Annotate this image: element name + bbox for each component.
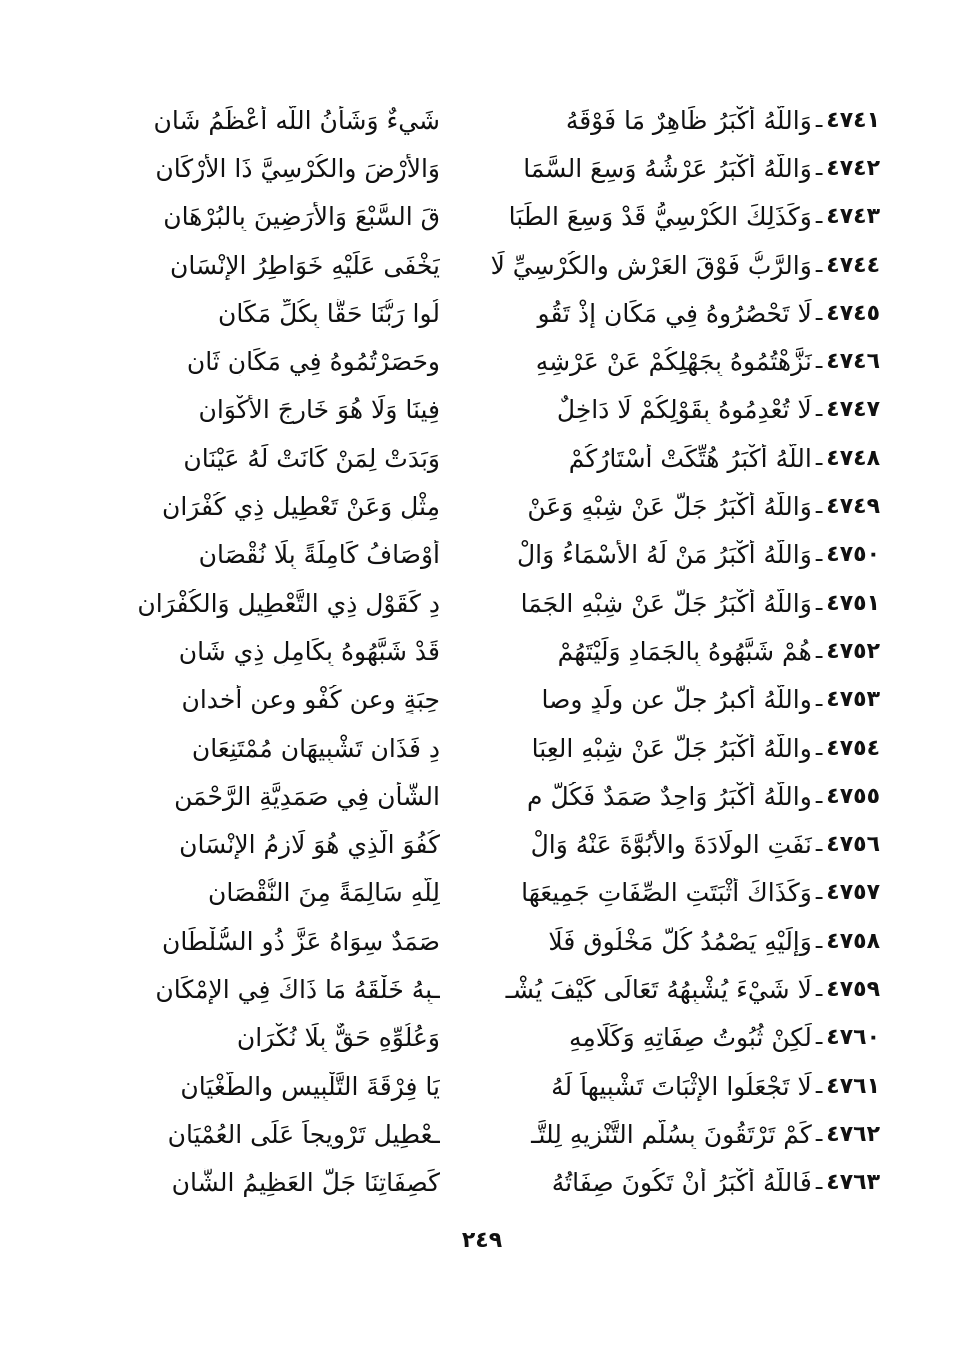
hemistich-second: كَصِفَاتِنَا جَلَّ العَظِيمُ الشَّانِ bbox=[171, 1168, 440, 1198]
verse-row bbox=[80, 337, 880, 385]
verse-second-half bbox=[80, 878, 440, 907]
verse-first-half bbox=[485, 492, 880, 521]
hemistich-second: أَوْصَافُ كَامِلَةً بِلَا نُقْصَانِ bbox=[198, 540, 440, 570]
hemistich-first: لَكِنْ ثُبُوتُ صِفَاتِهِ وَكَلَامِهِ bbox=[569, 1023, 812, 1053]
verse-row bbox=[80, 241, 880, 289]
hemistich-first: وَاللَّهُ أَكْبَرُ عَرْشُهُ وَسِعَ السَّمَا bbox=[523, 153, 812, 183]
verse-row bbox=[80, 434, 880, 482]
verse-second-half bbox=[80, 299, 440, 328]
hemistich-second: حِبَةٍ وعن كُفْوٍ وعن أخدانِ bbox=[181, 685, 440, 715]
verse-first-half bbox=[485, 1023, 880, 1052]
verse-row bbox=[80, 1014, 880, 1062]
hemistich-second: قَ السَّبْعَ وَالأَرَضِينَ بِالبُرْهَانِ bbox=[163, 202, 440, 232]
verse-first-half bbox=[485, 927, 880, 956]
verse-row bbox=[80, 1062, 880, 1110]
verse-dash: ـ bbox=[815, 1025, 823, 1051]
verse-dash: ـ bbox=[815, 542, 823, 568]
verse-first-half bbox=[485, 154, 880, 183]
hemistich-first: هُمْ شَبَّهُوهُ بِالجَمَادِ وَلَيْتَهُمْ bbox=[557, 636, 812, 666]
verse-number: ٤٧٥٩ bbox=[826, 976, 880, 1002]
verse-first-half bbox=[485, 782, 880, 811]
verse-dash: ـ bbox=[815, 1121, 823, 1147]
verse-second-half bbox=[80, 975, 440, 1004]
verse-number: ٤٧٤٧ bbox=[826, 397, 880, 423]
hemistich-second: يَخْفَى عَلَيْهِ خَوَاطِرُ الإِنْسَانِ bbox=[169, 250, 440, 280]
verse-second-half bbox=[80, 1023, 440, 1052]
hemistich-first: واللَّهُ أكبرُ جلَّ عن ولَدٍ وصا bbox=[541, 685, 812, 715]
verse-list bbox=[80, 96, 880, 1207]
hemistich-second: شَيءٌ وَشَأْنُ اللَّه أَعْظَمُ شَانِ bbox=[153, 105, 440, 135]
hemistich-first: اللَّهُ أَكْبَرُ هُتِّكَتْ أَسْتَارُكُمْ bbox=[568, 443, 812, 473]
verse-second-half bbox=[80, 685, 440, 714]
hemistich-first: وَالرَّبُّ فَوْقَ العَرْشِ والكُرْسِيِّ لَا bbox=[490, 250, 812, 280]
verse-first-half bbox=[485, 685, 880, 714]
verse-first-half bbox=[485, 106, 880, 135]
verse-row bbox=[80, 820, 880, 868]
verse-first-half bbox=[485, 202, 880, 231]
hemistich-first: لَا تَحْصُرُوهُ فِي مَكَانٍ إِذْ تَقُو bbox=[537, 298, 812, 328]
verse-second-half bbox=[80, 1120, 440, 1149]
verse-row bbox=[80, 772, 880, 820]
verse-dash: ـ bbox=[815, 687, 823, 713]
verse-number: ٤٧٥١ bbox=[826, 590, 880, 616]
hemistich-second: دِ كَقَوْلِ ذِي التَّعْطِيلِ وَالكُفْرَانِ bbox=[137, 588, 440, 618]
verse-dash: ـ bbox=[815, 928, 823, 954]
hemistich-first: فَاللَّهُ أَكْبَرُ أَنْ تَكُونَ صِفَاتُهُ bbox=[551, 1168, 812, 1198]
verse-number: ٤٧٤٤ bbox=[826, 252, 880, 278]
verse-number: ٤٧٤٦ bbox=[826, 349, 880, 375]
verse-row bbox=[80, 579, 880, 627]
verse-first-half bbox=[485, 444, 880, 473]
verse-second-half bbox=[80, 830, 440, 859]
verse-first-half bbox=[485, 734, 880, 763]
verse-dash: ـ bbox=[815, 638, 823, 664]
hemistich-second: قَدْ شَبَّهُوهُ بِكَامِلٍ ذِي شَانِ bbox=[178, 636, 440, 666]
hemistich-first: واللَّهُ أَكْبَرُ وَاحِدٌ صَمَدٌ فَكُلُّ م bbox=[527, 781, 812, 811]
hemistich-second: كُفُوَ الَّذِي هُوَ لَازِمُ الإِنْسَانِ bbox=[179, 830, 440, 860]
verse-number: ٤٧٥٥ bbox=[826, 783, 880, 809]
verse-number: ٤٧٥٨ bbox=[826, 928, 880, 954]
verse-dash: ـ bbox=[815, 976, 823, 1002]
hemistich-first: وَإِلَيْهِ يَصْمُدُ كُلُّ مَخْلُوقٍ فَلَا bbox=[548, 926, 812, 956]
verse-dash: ـ bbox=[815, 1170, 823, 1196]
hemistich-first: واللَّهُ أَكْبَرُ جَلَّ عَنْ شِبْهِ العِبَا bbox=[531, 733, 812, 763]
verse-row bbox=[80, 193, 880, 241]
hemistich-second: لُوا رَبُّنَا حَقًّا بِكُلِّ مَكَانِ bbox=[217, 298, 440, 328]
verse-second-half bbox=[80, 395, 440, 424]
verse-number: ٤٧٤٥ bbox=[826, 300, 880, 326]
verse-second-half bbox=[80, 782, 440, 811]
verse-number: ٤٧٤٨ bbox=[826, 445, 880, 471]
verse-row bbox=[80, 917, 880, 965]
verse-second-half bbox=[80, 1072, 440, 1101]
verse-row bbox=[80, 531, 880, 579]
hemistich-second: صَمَدٌ سِوَاهُ عَزَّ ذُو السُّلْطَانِ bbox=[161, 926, 440, 956]
verse-dash: ـ bbox=[815, 204, 823, 230]
hemistich-second: الشَّأنِ فِي صَمَدِيَّةِ الرَّحْمَنِ bbox=[174, 781, 440, 811]
verse-dash: ـ bbox=[815, 107, 823, 133]
hemistich-second: مِثْلٍ وَعَنْ تَعْطِيلِ ذِي كُفْرَانِ bbox=[161, 492, 440, 522]
hemistich-first: كَمْ تَرْتَقُونَ بِسُلَّمِ التَّنْزِيهِ لِلتَّـ bbox=[531, 1119, 812, 1149]
verse-second-half bbox=[80, 637, 440, 666]
verse-dash: ـ bbox=[815, 590, 823, 616]
verse-dash: ـ bbox=[815, 155, 823, 181]
verse-first-half bbox=[485, 878, 880, 907]
verse-row bbox=[80, 1159, 880, 1207]
verse-first-half bbox=[485, 1072, 880, 1101]
hemistich-first: لَا شَيْءَ يُشْبِهُهُ تَعَالَى كَيْفَ يُشْـ bbox=[505, 974, 812, 1004]
verse-number: ٤٧٤٣ bbox=[826, 204, 880, 230]
verse-dash: ـ bbox=[815, 832, 823, 858]
verse-number: ٤٧٥٦ bbox=[826, 832, 880, 858]
hemistich-second: فِينَا وَلَا هُوَ خَارِجَ الأَكْوَانِ bbox=[198, 395, 440, 425]
verse-dash: ـ bbox=[815, 252, 823, 278]
verse-dash: ـ bbox=[815, 349, 823, 375]
hemistich-first: لَا تُعْدِمُوهُ بِقَوْلِكُمْ لَا دَاخِلٌ bbox=[556, 395, 812, 425]
verse-number: ٤٧٥٢ bbox=[826, 638, 880, 664]
verse-first-half bbox=[485, 251, 880, 280]
verse-dash: ـ bbox=[815, 445, 823, 471]
hemistich-second: ـعْطِيلِ تَرْوِيجاً عَلَى العُمْيَانِ bbox=[167, 1119, 440, 1149]
verse-first-half bbox=[485, 299, 880, 328]
verse-number: ٤٧٦٠ bbox=[826, 1025, 880, 1051]
hemistich-first: وَكَذَلِكَ الكُرْسِيُّ قَدْ وَسِعَ الطِّبَا bbox=[508, 202, 812, 232]
page-number: ٢٤٩ bbox=[461, 1228, 503, 1253]
hemistich-second: وحَصَرْتُمُوهُ فِي مَكَانٍ ثَانِ bbox=[186, 347, 440, 377]
verse-second-half bbox=[80, 1168, 440, 1197]
verse-number: ٤٧٥٠ bbox=[826, 542, 880, 568]
verse-number: ٤٧٤٢ bbox=[826, 155, 880, 181]
verse-row bbox=[80, 724, 880, 772]
verse-row bbox=[80, 96, 880, 144]
verse-dash: ـ bbox=[815, 397, 823, 423]
hemistich-first: نَزَّهْتُمُوهُ بِجَهْلِكُمْ عَنْ عَرْشِهِ bbox=[535, 347, 812, 377]
verse-second-half bbox=[80, 106, 440, 135]
hemistich-second: ـبِهُ خَلْقَهُ مَا ذَاكَ فِي الإِمْكَانِ bbox=[155, 974, 440, 1004]
hemistich-first: وَاللَّهُ أَكْبَرُ ظَاهِرٌ مَا فَوْقَهُ bbox=[565, 105, 812, 135]
verse-second-half bbox=[80, 927, 440, 956]
hemistich-second: وَعُلُوِّهِ حَقٌّ بِلَا نُكْرَانِ bbox=[236, 1023, 440, 1053]
verse-dash: ـ bbox=[815, 880, 823, 906]
hemistich-second: لِلَّهِ سَالِمَةً مِنَ النُّقْصَانِ bbox=[207, 878, 440, 908]
verse-first-half bbox=[485, 347, 880, 376]
verse-second-half bbox=[80, 347, 440, 376]
verse-number: ٤٧٦١ bbox=[826, 1073, 880, 1099]
verse-row bbox=[80, 869, 880, 917]
verse-row bbox=[80, 965, 880, 1013]
verse-row bbox=[80, 482, 880, 530]
verse-number: ٤٧٦٢ bbox=[826, 1121, 880, 1147]
hemistich-first: وَاللَّهُ أَكْبَرُ جَلَّ عَنْ شِبْهِ الجَمَا bbox=[520, 588, 812, 618]
verse-second-half bbox=[80, 202, 440, 231]
verse-first-half bbox=[485, 830, 880, 859]
verse-number: ٤٧٦٣ bbox=[826, 1170, 880, 1196]
verse-first-half bbox=[485, 637, 880, 666]
verse-dash: ـ bbox=[815, 735, 823, 761]
verse-second-half bbox=[80, 251, 440, 280]
hemistich-first: وَكَذَاكَ أَثْبَتَتِ الصِّفَاتِ جَمِيعَهَا bbox=[521, 878, 812, 908]
verse-first-half bbox=[485, 1120, 880, 1149]
verse-number: ٤٧٥٣ bbox=[826, 687, 880, 713]
verse-row bbox=[80, 289, 880, 337]
verse-dash: ـ bbox=[815, 300, 823, 326]
hemistich-first: وَاللَّهُ أَكْبَرُ جَلَّ عَنْ شِبْهٍ وَعَنْ bbox=[527, 492, 812, 522]
verse-second-half bbox=[80, 492, 440, 521]
verse-number: ٤٧٥٧ bbox=[826, 880, 880, 906]
verse-row bbox=[80, 1110, 880, 1158]
hemistich-first: لَا تَجْعَلُوا الإِثْبَاتَ تَشْبِيهاً لَهُ bbox=[551, 1071, 812, 1101]
verse-row bbox=[80, 386, 880, 434]
verse-number: ٤٧٤٩ bbox=[826, 494, 880, 520]
verse-first-half bbox=[485, 540, 880, 569]
verse-second-half bbox=[80, 734, 440, 763]
verse-first-half bbox=[485, 589, 880, 618]
verse-second-half bbox=[80, 154, 440, 183]
verse-second-half bbox=[80, 589, 440, 618]
hemistich-second: دِ فَذَانِ تَشْبِيهَانِ مُمْتَنِعَانِ bbox=[191, 733, 440, 763]
verse-number: ٤٧٥٤ bbox=[826, 735, 880, 761]
hemistich-second: وَبَدَتْ لِمَنْ كَانَتْ لَهُ عَيْنَانِ bbox=[183, 443, 440, 473]
verse-row bbox=[80, 144, 880, 192]
hemistich-first: وَاللَّهُ أَكْبَرُ مَنْ لَهُ الأَسْمَاءُ وَالْ bbox=[516, 540, 812, 570]
hemistich-second: يَا فِرْقَةَ التَّلْبِيسِ والطُّغْيَانِ bbox=[180, 1071, 440, 1101]
verse-dash: ـ bbox=[815, 1073, 823, 1099]
verse-first-half bbox=[485, 975, 880, 1004]
verse-number: ٤٧٤١ bbox=[826, 107, 880, 133]
hemistich-first: نَفَتِ الوِلَادَةَ والأُبُوَّةَ عَنْهُ وَالْ bbox=[530, 830, 812, 860]
verse-row bbox=[80, 676, 880, 724]
verse-first-half bbox=[485, 1168, 880, 1197]
hemistich-second: وَالأَرْضَ والكُرْسِيَّ ذَا الأَرْكَانِ bbox=[155, 153, 440, 183]
verse-second-half bbox=[80, 540, 440, 569]
verse-second-half bbox=[80, 444, 440, 473]
verse-dash: ـ bbox=[815, 783, 823, 809]
verse-dash: ـ bbox=[815, 494, 823, 520]
verse-first-half bbox=[485, 395, 880, 424]
verse-row bbox=[80, 627, 880, 675]
